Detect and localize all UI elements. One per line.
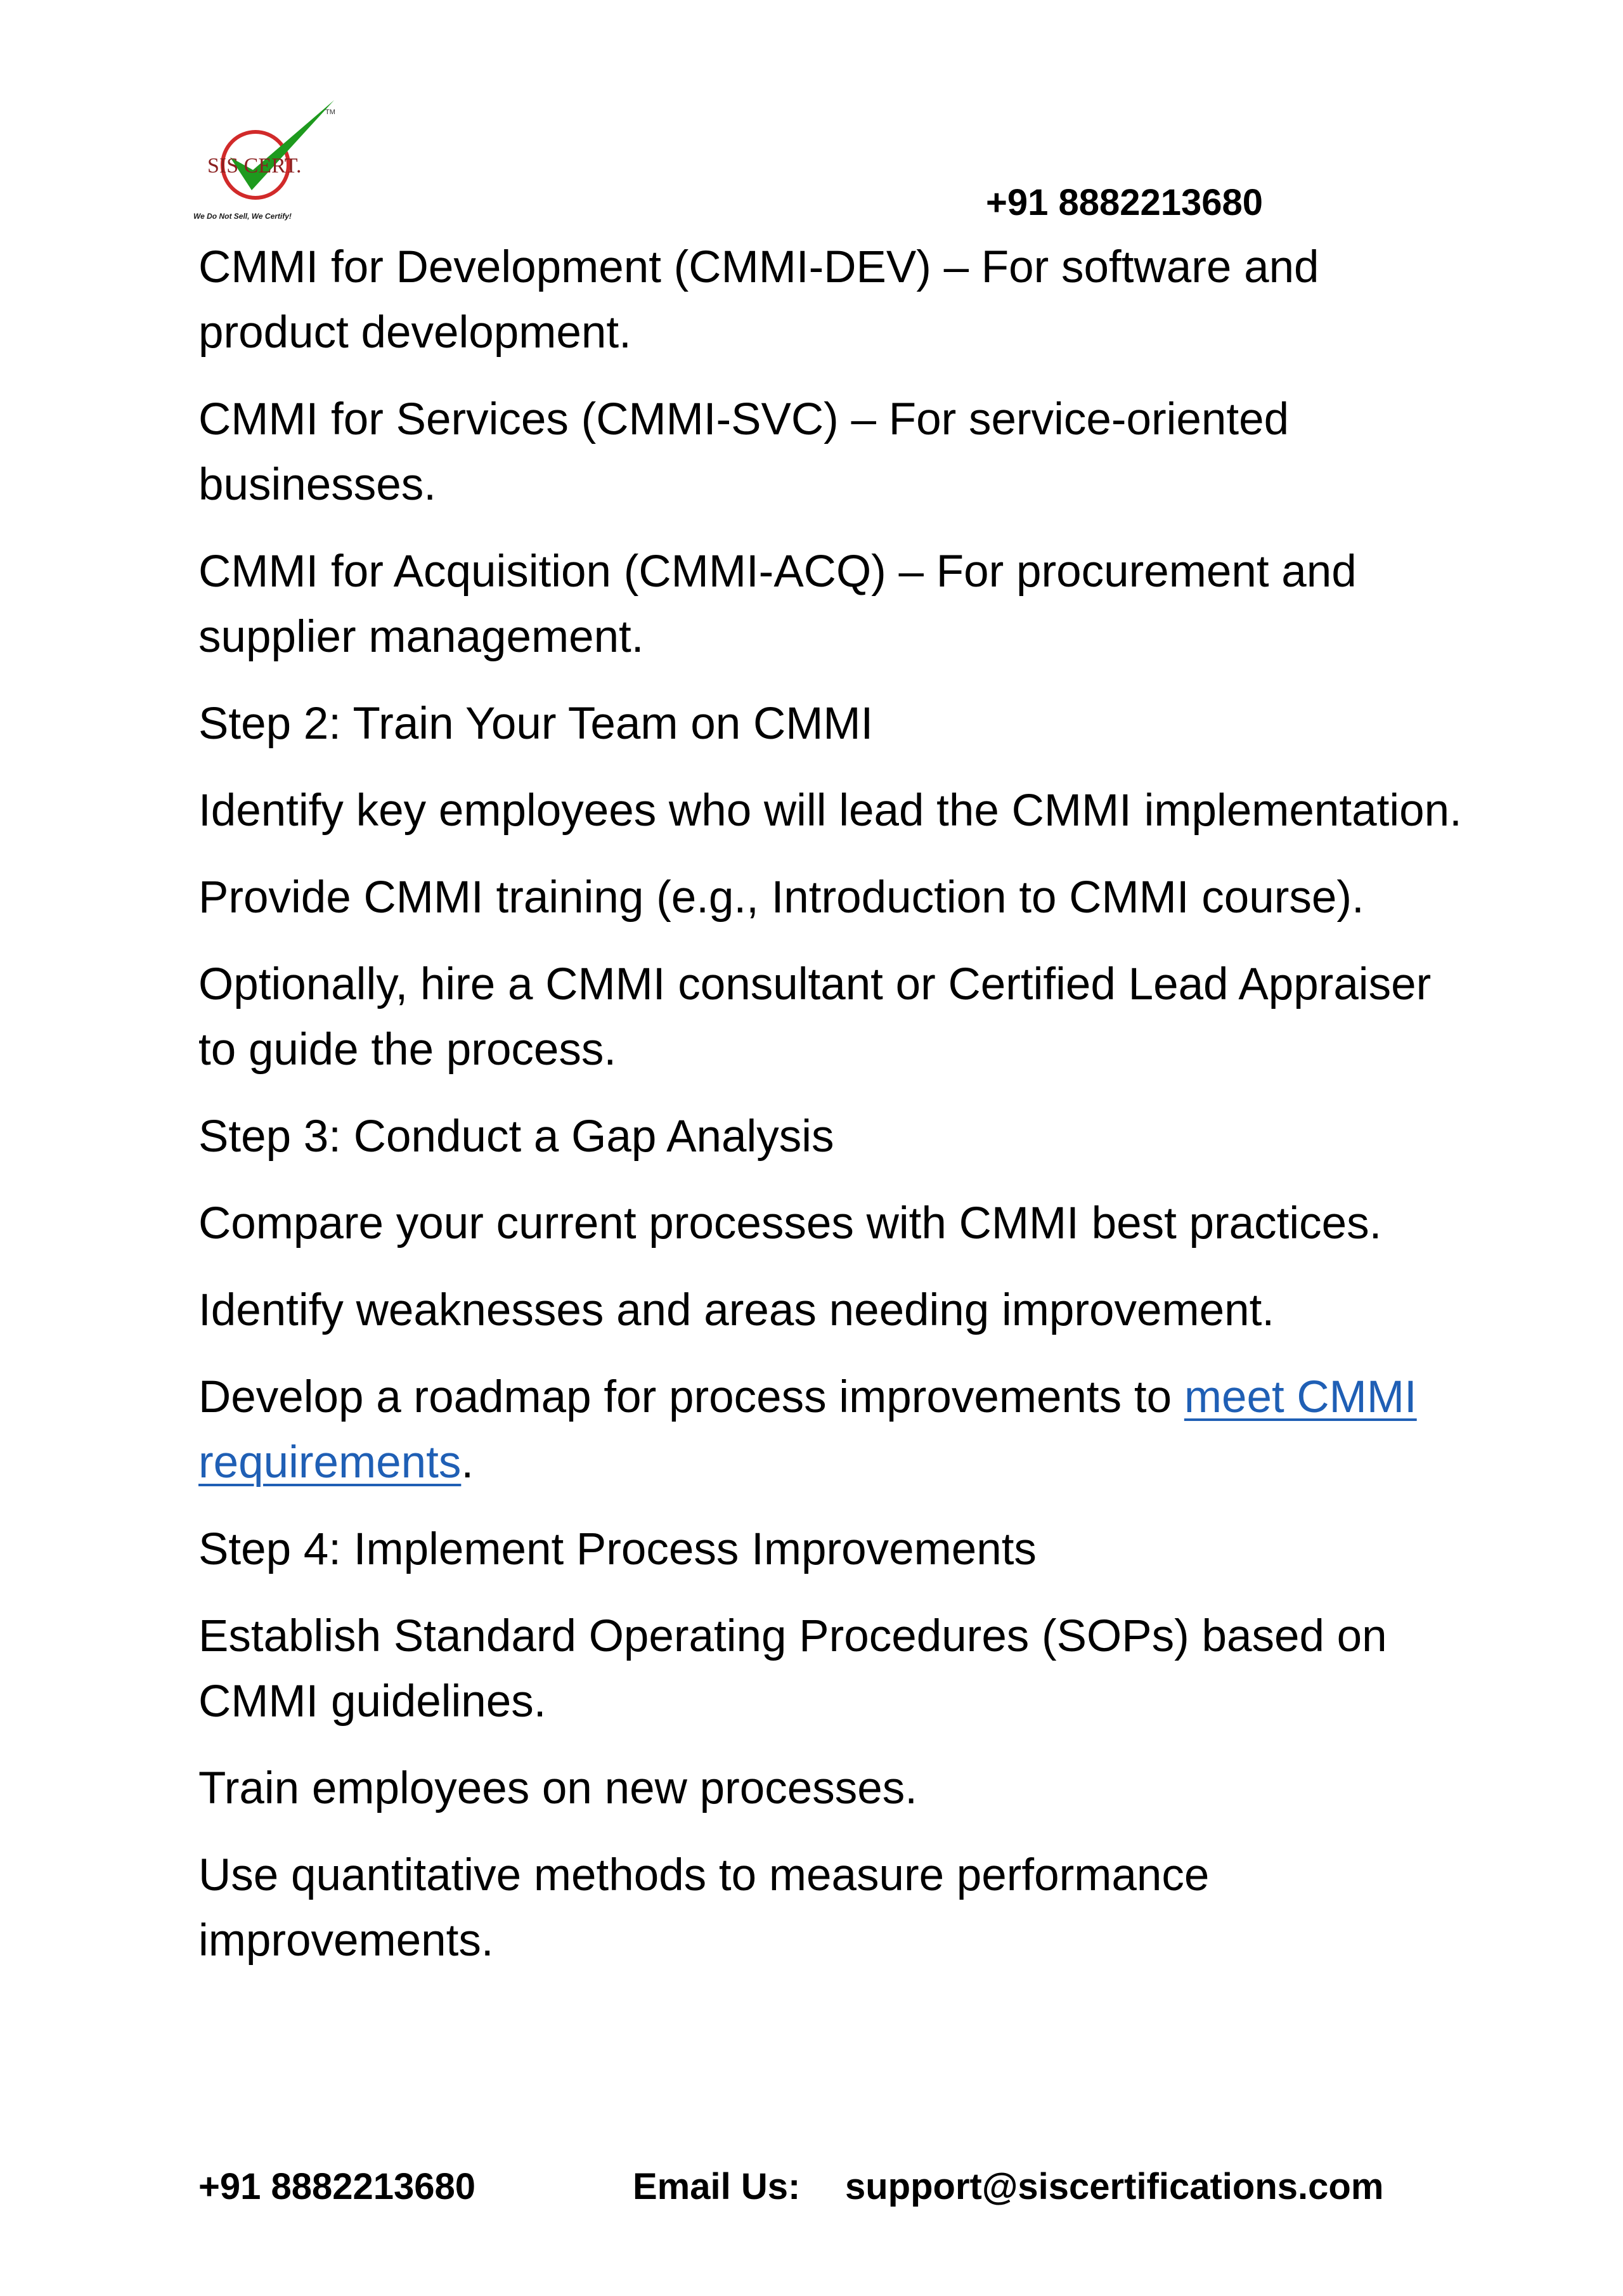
- siscert-logo: [193, 95, 346, 228]
- paragraph: Train employees on new processes.: [198, 1763, 917, 1813]
- paragraph: Identify weaknesses and areas needing improvement.: [198, 1285, 1275, 1335]
- paragraph: CMMI for Acquisition (CMMI-ACQ) – For procurement and supplier management.: [198, 547, 1357, 662]
- paragraph: CMMI for Services (CMMI-SVC) – For service-oriented businesses.: [198, 394, 1290, 510]
- paragraph: Provide CMMI training (e.g., Introduction to CMMI course).: [198, 872, 1364, 923]
- paragraph: Identify key employees who will lead the CMMI implementation.: [198, 786, 1462, 836]
- logo-text: SIS CERT.: [207, 154, 302, 178]
- paragraph-text: .: [461, 1437, 474, 1488]
- paragraph: CMMI for Development (CMMI-DEV) – For software and product development.: [198, 242, 1319, 358]
- paragraph: Compare your current processes with CMMI best practices.: [198, 1198, 1382, 1249]
- trademark-mark: TM: [325, 108, 335, 116]
- paragraph-with-link: [198, 1365, 1466, 1495]
- footer-email-label: Email Us:: [633, 2166, 801, 2207]
- document-body: [198, 235, 1466, 1995]
- footer-phone: +91 8882213680: [198, 2166, 476, 2207]
- section-heading: Step 2: Train Your Team on CMMI: [198, 699, 874, 749]
- paragraph-text: Develop a roadmap for process improvements to: [198, 1372, 1184, 1422]
- section-heading: Step 4: Implement Process Improvements: [198, 1524, 1037, 1574]
- footer-email: support@siscertifications.com: [845, 2166, 1384, 2207]
- section-heading: Step 3: Conduct a Gap Analysis: [198, 1112, 834, 1162]
- paragraph: Use quantitative methods to measure performance improvements.: [198, 1850, 1210, 1966]
- paragraph: Optionally, hire a CMMI consultant or Certified Lead Appraiser to guide the process.: [198, 959, 1432, 1075]
- logo-tagline: We Do Not Sell, We Certify!: [193, 212, 292, 221]
- logo-mark: [193, 95, 346, 209]
- header-phone: +91 8882213680: [986, 182, 1264, 223]
- cmmi-requirements-link[interactable]: meet CMMI requirements: [198, 1372, 1417, 1488]
- paragraph: Establish Standard Operating Procedures (SOPs) based on CMMI guidelines.: [198, 1611, 1387, 1727]
